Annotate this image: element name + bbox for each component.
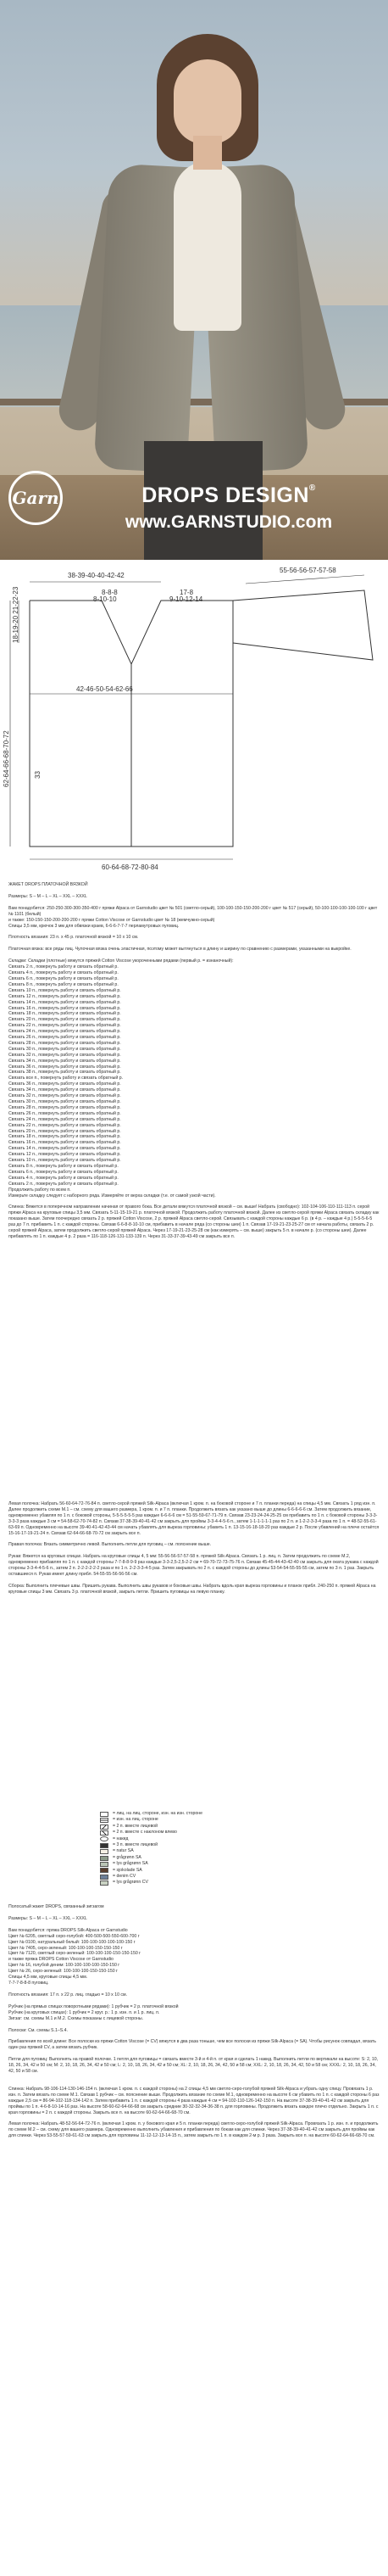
diagram-svg xyxy=(0,567,388,872)
pattern-materials: Вам понадобится: 250-250-300-300-350-400 г пряжи Alpaca от Garnstudio цвет № 501 (светло-серый), 100-100-150-150-200-200 г цвет № 517 (серый), 50-100-100-100-100-100 г цвет № 1101 (белый) и также: 150-150-150-200-200-200 г пряжи Cotton Viscose от Garnstudio цвет № 18 (жемчужно-серый) Спицы 3,5 мм, крючок 3 мм для обвязки краев, 6-6-6-7-7-7 перламутровых пуговиц. xyxy=(8,905,378,929)
pattern2-stripes: Полоски: См. схемы S.1–S.4. xyxy=(8,2027,68,2033)
pattern-diagram xyxy=(0,567,388,872)
legend-text: = лиц. на лиц. стороне, изн. на изн. стороне xyxy=(113,1811,202,1816)
chart-legend xyxy=(100,1811,269,1886)
dim-sleeve xyxy=(246,575,364,584)
pattern-stitch: Платочная вязка: все ряды лиц. Чулочная вязка очень эластичная, поэтому может вытянуться в длину и ширину по сравнению с размерами, указанными на выкройке. xyxy=(8,947,352,953)
pattern-back: Спинка: Вяжется в поперечном направлении начиная от правого бока. Все детали вяжутся платочной вязкой – см. выше! Набрать (свободно): 102-104-106-110-111-113 п. серой пряжи Alpaca на круговые спицы 3,5 мм. Связать 5-11-15-19-21 р. платочной вязкой. Продолжить работу платочной вязкой. Далее из светло-серой пряжи Alpaca связать складку как показано выше. Затем поочередно связать 2 р. пряжей Cotton Viscose, 2 р. пряжей Alpaca светло-серой. Связывать с каждой стороны каждые 6 р. (в 4 р. – каждые 4 р.) 5-5-5-6-5 раз до 7 п. прибавить 1 п. с каждой стороны. Связав 6-6-8-8-10-10 см, прибавить в начале ряда (со стороны шеи) 1 п. Связав 17-19-21-23-25-27 см от начала работы, связать 2 р. серой пряжей Alpaca, затем продолжить светло-серой пряжей Alpaca. Через 17-19-21-23-25-28 см (как измерять – см. выше) закрыть 5 п. в начале р. (со стороны шеи). Далее прибавлять по 1 п. каждые 4 р. 2 раза = 116-118-126-131-133-139 п. Через 31-33-37-39-43-49 см закрыть все п. xyxy=(8,1204,380,1239)
color-lys-graagronn-cv-icon xyxy=(100,1880,108,1886)
pattern-text-1 xyxy=(8,882,380,1240)
dim-sleeve-label: 55-56-56-57-57-58 xyxy=(280,567,336,574)
pattern-title: ЖАКЕТ DROPS ПЛАТОЧНОЙ ВЯЗКОЙ xyxy=(8,882,88,887)
legend-text: = sjokolade SA xyxy=(113,1867,142,1873)
brand-reg: ® xyxy=(308,483,316,493)
neckline xyxy=(30,601,233,664)
pattern2-back: Спинка: Набрать 98-106-114-130-146-154 п. (включая 1 кром. п. с каждой стороны) на 2 спицы 4,5 мм светло-серо-голубой пряжей Silk-Alpaca и убрать одну спицу. Провязать 1 р. изн. п. Затем вязать по схеме М.1. Связав 1 рубчик – см. пояснение выше. Продолжить вязание по схеме М.1, одновременно на высоте 6 см убавить по 1 п. с каждой стороны 6 раз каждые 2,5 см = 86-94-102-118-134-142 п. Затем прибавить 1 п. с каждой стороны 4 раза каждые 4 см = 94-102-110-126-142-150 п. На высоте 37-38-39-40-41-42 см закрыть для проймы по 1 п. 4-6-8-10-14-16 раз. На высоте 58-60-62-64-66-68 см закрыть средние 30-32-32-34-36-38 п. для горловины. Продолжить вязать каждое плечо отдельно. Закрыть 1 п. с края горловины = 2 п. с каждой стороны. Закрыть все п. на высоте 60-62-64-66-68-70 см. xyxy=(8,2086,380,2115)
model-photo xyxy=(0,0,388,560)
dim-shoulder-label-2: 9-10-12-14 xyxy=(169,595,203,603)
legend-text: = lys grågrønn CV xyxy=(113,1880,148,1886)
legend-row xyxy=(100,1861,269,1867)
knit-symbol-icon xyxy=(100,1812,108,1817)
dim-neck-label-1: 8-8-8 xyxy=(102,589,118,596)
dim-side-label: 33 xyxy=(34,771,42,779)
photo-face xyxy=(174,59,241,144)
pattern-right-front: Правая полочка: Вязать симметрично левой. Выполнить петли для пуговиц – см. пояснение выше. xyxy=(8,1542,212,1548)
pattern-sleeve: Рукав: Вяжется на круговых спицах. Набрать на круговые спицы 4, 5 мм: 55-56-56-57-57-58 п. пряжей Silk-Alpaca. Связать 1 р. лиц. п. Затем продолжить по схеме М.2, одновременно прибавляя по 1 п. с каждой стороны 7-7-8-8-9-9 раз каждые 3-3-2,5-2,5-2-2 см = 69-70-72-73-75-76 п. Связав 45-45-44-43-42-40 см закрыть для оката рукава с каждой стороны 3-3-4-4-5-6 п., затем 2 п. 2-2-2-2-2-2 раза и по 1 п. 2-2-3-3-4-5 раз. Затем закрывать по 2 п. с каждой стороны до длины 53-54-54-55-55-55 см, затем по 3 п. 1 раз. Закрыть оставшиеся п. Рукав имеет длину прибл. 54-55-55-56-56-56 см. xyxy=(8,1554,379,1578)
pattern-assembly: Сборка: Выполнить плечевые швы. Пришить рукава. Выполнить швы рукавов и боковые швы. Набрать вдоль края выреза горловины и планок прибл. 240-250 п. пряжей Alpaca на круговые спицы 3 мм. Связать 3 р. платочной вязкой, закрыть петли. Пришить пуговицы на левую планку. xyxy=(8,1583,376,1595)
legend-row xyxy=(100,1830,269,1836)
photo-neck xyxy=(193,136,222,170)
purl-symbol-icon xyxy=(100,1818,108,1823)
dim-bottom-label: 60-64-68-72-80-84 xyxy=(102,863,158,871)
legend-row xyxy=(100,1880,269,1886)
legend-row xyxy=(100,1817,269,1823)
legend-row xyxy=(100,1824,269,1830)
pattern2-left-front: Левая полочка: Набрать 48-52-56-64-72-76 п. (включая 1 кром. п. у бокового края и 5 п. планки переда) светло-серо-голубой пряжей Silk-Alpaca. Провязать 1 р. изн. п. и продолжить по схеме М.2 – см. схему для вашего размера. Одновременно выполнить убавления и прибавления по бокам как для спинки. Через 37-38-39-40-41-42 см закрыть для проймы как для спинки. Через 53-55-57-59-61-63 см закрыть для горловины 11-12-12-13-14-15 п., затем закрыть по 1 п. в каждом 2-м р. 3 раза. Закрыть все п. на высоте 60-62-64-66-68-70 см. xyxy=(8,2121,379,2139)
photo-top xyxy=(174,161,241,331)
pattern2-ridge: Рубчик (на прямых спицах поворотными рядами): 1 рубчик = 2 р. платочной вязкой Рубчик (на круговых спицах): 1 рубчик = 2 круг. р.: 1 р. изн. п. и 1 р. лиц. п. Зигзаг: см. схемы М.1 и М.2. Схемы показаны с лицевой стороны. xyxy=(8,2003,179,2021)
pattern2-sizes: Размеры: S – M – L – XL – XXL – XXXL xyxy=(8,1915,87,1921)
pattern2-materials: Вам понадобится: пряжа DROPS Silk-Alpaca от Garnstudio Цвет № 6205, светлый серо-голубой: 400-500-500-550-600-700 г Цвет № 0100, натуральный белый: 100-100-100-100-100-150 г Цвет № 7405, серо-зеленый: 100-100-100-150-150-150 г Цвет № 7120, светлый серо-зеленый: 100-100-100-150-150-150 г и также пряжа DROPS Cotton Viscose от Garnstudio Цвет № 16, голубой деним: 100-100-100-100-150-150 г Цвет № 26, серо-зеленый: 100-100-100-150-150-150 г Спицы 4,5 мм, круговые спицы 4,5 мм. 7-7-7-8-8-8 пуговиц. xyxy=(8,1927,141,1986)
legend-text: = изн. на лиц. стороне xyxy=(113,1817,158,1823)
legend-text: = lys grågrønn SA xyxy=(113,1861,148,1867)
color-lys-graagronn-icon xyxy=(100,1862,108,1867)
legend-row xyxy=(100,1811,269,1817)
sleeve-outline xyxy=(233,590,373,660)
brand-title xyxy=(76,483,381,508)
brand-name: DROPS DESIGN xyxy=(141,483,309,507)
legend-text: = 2 п. вместе с наклоном влево xyxy=(113,1830,177,1836)
legend-row xyxy=(100,1836,269,1842)
legend-text: = grågrønn SA xyxy=(113,1854,141,1860)
legend-row xyxy=(100,1868,269,1874)
dim-top-label: 38-39-40-40-42-42 xyxy=(68,572,125,579)
garn-logo xyxy=(8,471,63,525)
k2tog-symbol-icon xyxy=(100,1824,108,1830)
color-natur-icon xyxy=(100,1849,108,1854)
brand-site[interactable]: www.GARNSTUDIO.com xyxy=(125,512,333,532)
dim-shoulder-label-1: 17-8 xyxy=(180,589,194,596)
pattern-text-3 xyxy=(8,1904,380,2139)
ssk-symbol-icon xyxy=(100,1830,108,1836)
pattern-gauge: Плотность вязания: 23 п. х 45 р. платочной вязкой = 10 х 10 см. xyxy=(8,935,139,941)
legend-text: = denim CV xyxy=(113,1874,136,1880)
pattern-pleats: Складки: Складки (плотные) вяжутся пряжей Cotton Viscose укороченными рядами (первый р. = изнаночный): Связать 2 п., повернуть работу и связать обратный р. Связать 4 п., повернуть работу и связать обратный р. Связать 6 п., повернуть работу и связать обратный р. Связать 8 п., повернуть работу и связать обратный р. Связать 10 п., повернуть работу и связать обратный р. Связать 12 п., повернуть работу и связать обратный р. Связать 14 п., повернуть работу и связать обратный р. Связать 16 п., повернуть работу и связать обратный р. Связать 18 п., повернуть работу и связать обратный р. Связать 20 п., повернуть работу и связать обратный р. Связать 22 п., повернуть работу и связать обратный р. Связать 24 п., повернуть работу и связать обратный р. Связать 26 п., повернуть работу и связать обратный р. Связать 28 п., повернуть работу и связать обратный р. Связать 30 п., повернуть работу и связать обратный р. Связать 32 п., повернуть работу и связать обратный р. Связать 34 п., повернуть работу и связать обратный р. Связать 36 п., повернуть работу и связать обратный р. Связать 38 п., повернуть работу и связать обратный р. Связать все п., повернуть работу и связать обратный р. Связать 36 п., повернуть работу и связать обратный р. Связать 34 п., повернуть работу и связать обратный р. Связать 32 п., повернуть работу и связать обратный р. Связать 30 п., повернуть работу и связать обратный р. Связать 28 п., повернуть работу и связать обратный р. Связать 26 п., повернуть работу и связать обратный р. Связать 24 п., повернуть работу и связать обратный р. Связать 22 п., повернуть работу и связать обратный р. Связать 20 п., повернуть работу и связать обратный р. Связать 18 п., повернуть работу и связать обратный р. Связать 16 п., повернуть работу и связать обратный р. Связать 14 п., повернуть работу и связать обратный р. Связать 12 п., повернуть работу и связать обратный р. Связать 10 п., повернуть работу и связать обратный р. Связать 8 п., повернуть работу и связать обратный р. Связать 6 п., повернуть работу и связать обратный р. Связать 4 п., повернуть работу и связать обратный р. Связать 2 п., повернуть работу и связать обратный р. Продолжить работу по всем п. Измерьте складку следует с наборного ряда. Измеряйте от верха складки (т.е. от самой узкой части). xyxy=(8,958,234,1199)
k3tog-symbol-icon xyxy=(100,1843,108,1848)
dim-length-label: 62-64-66-68-70-72 xyxy=(3,730,10,787)
pattern2-increase: Прибавления по всей длине: Все полоски из пряжи Cotton Viscose (= CV) вяжутся в два раза тоньше, чем все полоски из пряжи Silk-Alpaca (= SA). Чтобы рисунок совпадал, вязать один раз пряжей CV, а затем вязать рубчик. xyxy=(8,2039,376,2051)
pattern-sizes: Размеры: S – M – L – XL – XXL – XXXL xyxy=(8,893,87,899)
legend-text: = natur SA xyxy=(113,1848,134,1854)
dim-neck-label-2: 8-10-10 xyxy=(93,595,117,603)
legend-text: = 2 п. вместе лицевой xyxy=(113,1823,158,1829)
pattern2-buttonholes: Петли для пуговиц: Выполнять на правой полочке. 1 петля для пуговицы = связать вместе 3-й и 4-й п. от края и сделать 1 накид. Выполнить петли по вертикали на высоте: S: 2, 10, 18, 26, 34, 42 и 50 см; M: 2, 10, 18, 26, 34, 42 и 50 см; L: 2, 10, 18, 26, 34, 42 и 50 см; XL: 2, 10, 18, 26, 34, 42, 50 и 58 см; XXL: 2, 10, 18, 26, 34, 42, 50 и 58 см; XXXL: 2, 10, 18, 26, 34, 42, 50 и 58 см. xyxy=(8,2057,379,2075)
garn-logo-text: Garn xyxy=(12,488,59,508)
color-sjokolade-icon xyxy=(100,1868,108,1873)
color-graagronn-icon xyxy=(100,1856,108,1861)
dim-chest-label: 42-46-50-54-62-66 xyxy=(76,685,133,693)
pattern-text-2 xyxy=(8,1501,380,1595)
yarn-over-icon xyxy=(100,1836,108,1841)
legend-row xyxy=(100,1848,269,1854)
pattern-left-front: Левая полочка: Набрать 56-60-64-72-76-84 п. светло-серой пряжей Silk-Alpaca (включая 1 кром. п. на боковой стороне и 7 п. планки переда) на спицы 4,5 мм. Связать 1 ряд изн. п. Далее продолжить схеме М.1 – см. схему для вашего размера, 1 кром. п. и 7 п. планки. Продолжить вязать как указано выше до длины 6-6-6-6-6 см. Затем продолжить вязание, одновременно убавляя по 1 п. с боковой стороны, 5-5-5-5-5-5 раз каждые 6-6-6-6 см = 51-55-59-67-71-79 п. Связав 23-23-24-24-25-25 см прибавить по 1 п. с боковой стороны 3-3-3-3-3-3 раза каждые 3 см = 54-58-62-70-74-82 п. Связав 37-38-39-40-41-42 см закрыть для проймы 3-3-4-4-5-6 п., затем 1-1-1-1-1-1 раз по 2 п. и 1-2-2-3-3-4 раза по 1 п. = 48-52-55-61-63-69 п. Одновременно на высоте 39-40-41-42-43-44 см начать убавлять для выреза горловины: убавить 1 п. 13-15-16-18-18-20 раз каждые 2 р. После убавлений на плече остаётся 15-16-17-19-21-24 п. Связав 62-64-66-68-70-72 см закрыть все п. xyxy=(8,1501,380,1536)
legend-text: = накид xyxy=(113,1836,129,1841)
pattern2-title: Полосатый жакет DROPS, связанный зигзагом xyxy=(8,1904,104,1909)
pattern2-gauge: Плотность вязания: 17 п. x 22 р. лиц. гладью = 10 x 10 см. xyxy=(8,1992,128,1998)
color-denim-icon xyxy=(100,1875,108,1880)
dim-armhole-label: 18-19-20 21-22-23 xyxy=(12,586,19,643)
legend-text: = 3 п. вместе лицевой xyxy=(113,1842,158,1848)
legend-row xyxy=(100,1842,269,1848)
